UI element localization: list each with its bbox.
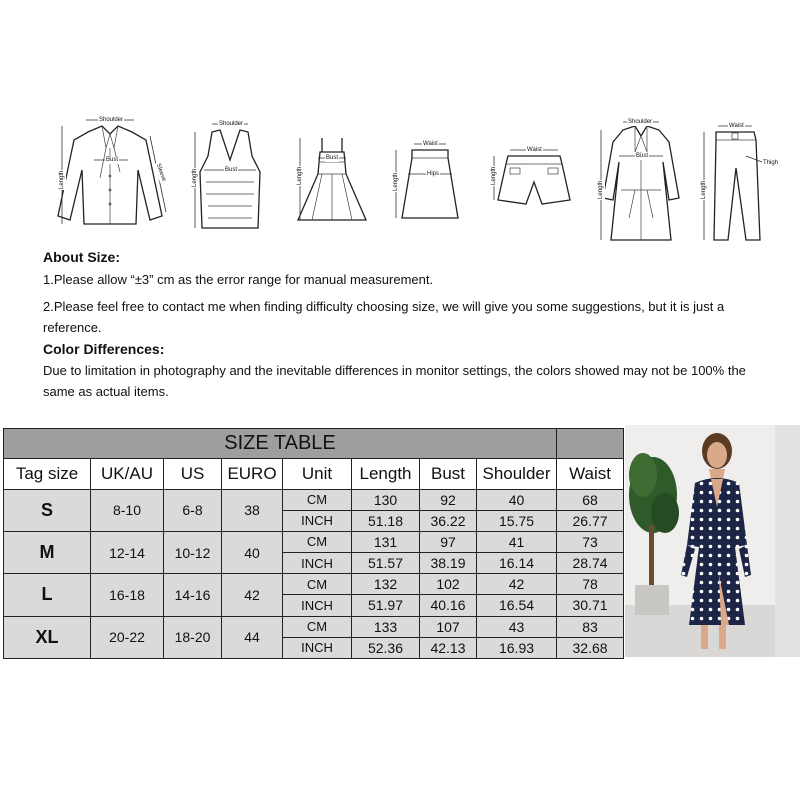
unit-cm: CM	[283, 531, 352, 552]
waist-cm: 73	[557, 531, 624, 552]
dress-length-label: Length	[297, 166, 303, 185]
us-value: 6-8	[164, 489, 222, 531]
slip-dress-diagram	[292, 112, 372, 242]
dress-bust-label: Bust	[326, 155, 339, 161]
color-differences-note: Due to limitation in photography and the inevitable differences in monitor settings, the colors showed may not be 100% the same as actual items.	[43, 363, 746, 399]
header-bust: Bust	[420, 459, 477, 489]
us-value: 10-12	[164, 531, 222, 573]
header-tag-size: Tag size	[4, 459, 91, 489]
uk-au-value: 16-18	[91, 574, 164, 616]
bust-inch: 40.16	[420, 595, 477, 616]
tank-top-diagram	[190, 112, 270, 242]
about-size-note-2: 2.Please feel free to contact me when finding difficulty choosing size, we will give you some suggestions, but it is just a reference.	[43, 299, 725, 335]
tag-size-xl: XL	[4, 616, 91, 658]
waist-cm: 68	[557, 489, 624, 510]
header-euro: EURO	[222, 459, 283, 489]
pants-diagram	[698, 112, 788, 247]
size-table	[3, 428, 624, 659]
header-us: US	[164, 459, 222, 489]
shoulder-cm: 41	[477, 531, 557, 552]
length-inch: 51.18	[352, 510, 420, 531]
skirt-length-label: Length	[393, 172, 399, 191]
header-shoulder: Shoulder	[477, 459, 557, 489]
euro-value: 42	[222, 574, 283, 616]
euro-value: 44	[222, 616, 283, 658]
shirt-bust-label: Bust	[106, 157, 119, 163]
length-cm: 131	[352, 531, 420, 552]
about-size-title: About Size:	[43, 249, 120, 265]
length-cm: 130	[352, 489, 420, 510]
shoulder-inch: 16.93	[477, 637, 557, 658]
about-size-note-1: 1.Please allow “±3” cm as the error range for manual measurement.	[43, 272, 434, 287]
model-photo	[625, 425, 800, 657]
tank-length-label: Length	[192, 168, 198, 187]
coat-bust-label: Bust	[636, 153, 649, 159]
header-unit: Unit	[283, 459, 352, 489]
tag-size-l: L	[4, 574, 91, 616]
shorts-diagram	[488, 112, 580, 242]
bust-cm: 92	[420, 489, 477, 510]
shirt-length-label: Length	[59, 170, 65, 189]
waist-inch: 26.77	[557, 510, 624, 531]
color-differences-title: Color Differences:	[43, 341, 165, 357]
shirt-diagram	[50, 112, 170, 242]
bust-inch: 36.22	[420, 510, 477, 531]
bust-cm: 102	[420, 574, 477, 595]
length-inch: 52.36	[352, 637, 420, 658]
coat-shoulder-label: Shoulder	[628, 119, 653, 125]
shirt-sleeve-label: Sleeve	[154, 162, 167, 183]
unit-inch: INCH	[283, 553, 352, 574]
waist-inch: 28.74	[557, 553, 624, 574]
header-waist: Waist	[557, 459, 624, 489]
unit-cm: CM	[283, 616, 352, 637]
waist-cm: 78	[557, 574, 624, 595]
uk-au-value: 8-10	[91, 489, 164, 531]
pants-length-label: Length	[701, 180, 707, 199]
shorts-waist-label: Waist	[527, 147, 542, 153]
table-row	[4, 616, 624, 637]
coat-diagram	[595, 112, 685, 247]
bust-inch: 42.13	[420, 637, 477, 658]
shoulder-inch: 16.14	[477, 553, 557, 574]
shoulder-cm: 40	[477, 489, 557, 510]
shoulder-cm: 43	[477, 616, 557, 637]
unit-inch: INCH	[283, 510, 352, 531]
tank-shoulder-label: Shoulder	[219, 121, 244, 127]
unit-cm: CM	[283, 574, 352, 595]
length-inch: 51.57	[352, 553, 420, 574]
waist-inch: 30.71	[557, 595, 624, 616]
tank-bust-label: Bust	[225, 167, 238, 173]
uk-au-value: 12-14	[91, 531, 164, 573]
us-value: 18-20	[164, 616, 222, 658]
header-uk-au: UK/AU	[91, 459, 164, 489]
coat-length-label: Length	[598, 180, 604, 199]
bust-cm: 107	[420, 616, 477, 637]
bust-inch: 38.19	[420, 553, 477, 574]
waist-cm: 83	[557, 616, 624, 637]
shirt-shoulder-label: Shoulder	[99, 117, 124, 123]
shoulder-cm: 42	[477, 574, 557, 595]
tag-size-s: S	[4, 489, 91, 531]
length-cm: 132	[352, 574, 420, 595]
header-length: Length	[352, 459, 420, 489]
euro-value: 38	[222, 489, 283, 531]
unit-inch: INCH	[283, 595, 352, 616]
length-inch: 51.97	[352, 595, 420, 616]
unit-cm: CM	[283, 489, 352, 510]
skirt-waist-label: Waist	[423, 141, 438, 147]
bust-cm: 97	[420, 531, 477, 552]
size-table-title-blank	[557, 429, 624, 459]
pants-thigh-label: Thigh	[763, 160, 779, 166]
table-row	[4, 531, 624, 552]
tag-size-m: M	[4, 531, 91, 573]
uk-au-value: 20-22	[91, 616, 164, 658]
table-row	[4, 574, 624, 595]
unit-inch: INCH	[283, 637, 352, 658]
shoulder-inch: 15.75	[477, 510, 557, 531]
skirt-diagram	[390, 112, 470, 242]
pants-waist-label: Waist	[729, 123, 744, 129]
measurement-diagrams	[40, 112, 790, 252]
shorts-length-label: Length	[491, 166, 497, 185]
shoulder-inch: 16.54	[477, 595, 557, 616]
us-value: 14-16	[164, 574, 222, 616]
waist-inch: 32.68	[557, 637, 624, 658]
size-table-title: SIZE TABLE	[4, 429, 557, 459]
skirt-hips-label: Hips	[427, 171, 440, 177]
euro-value: 40	[222, 531, 283, 573]
table-row	[4, 489, 624, 510]
length-cm: 133	[352, 616, 420, 637]
